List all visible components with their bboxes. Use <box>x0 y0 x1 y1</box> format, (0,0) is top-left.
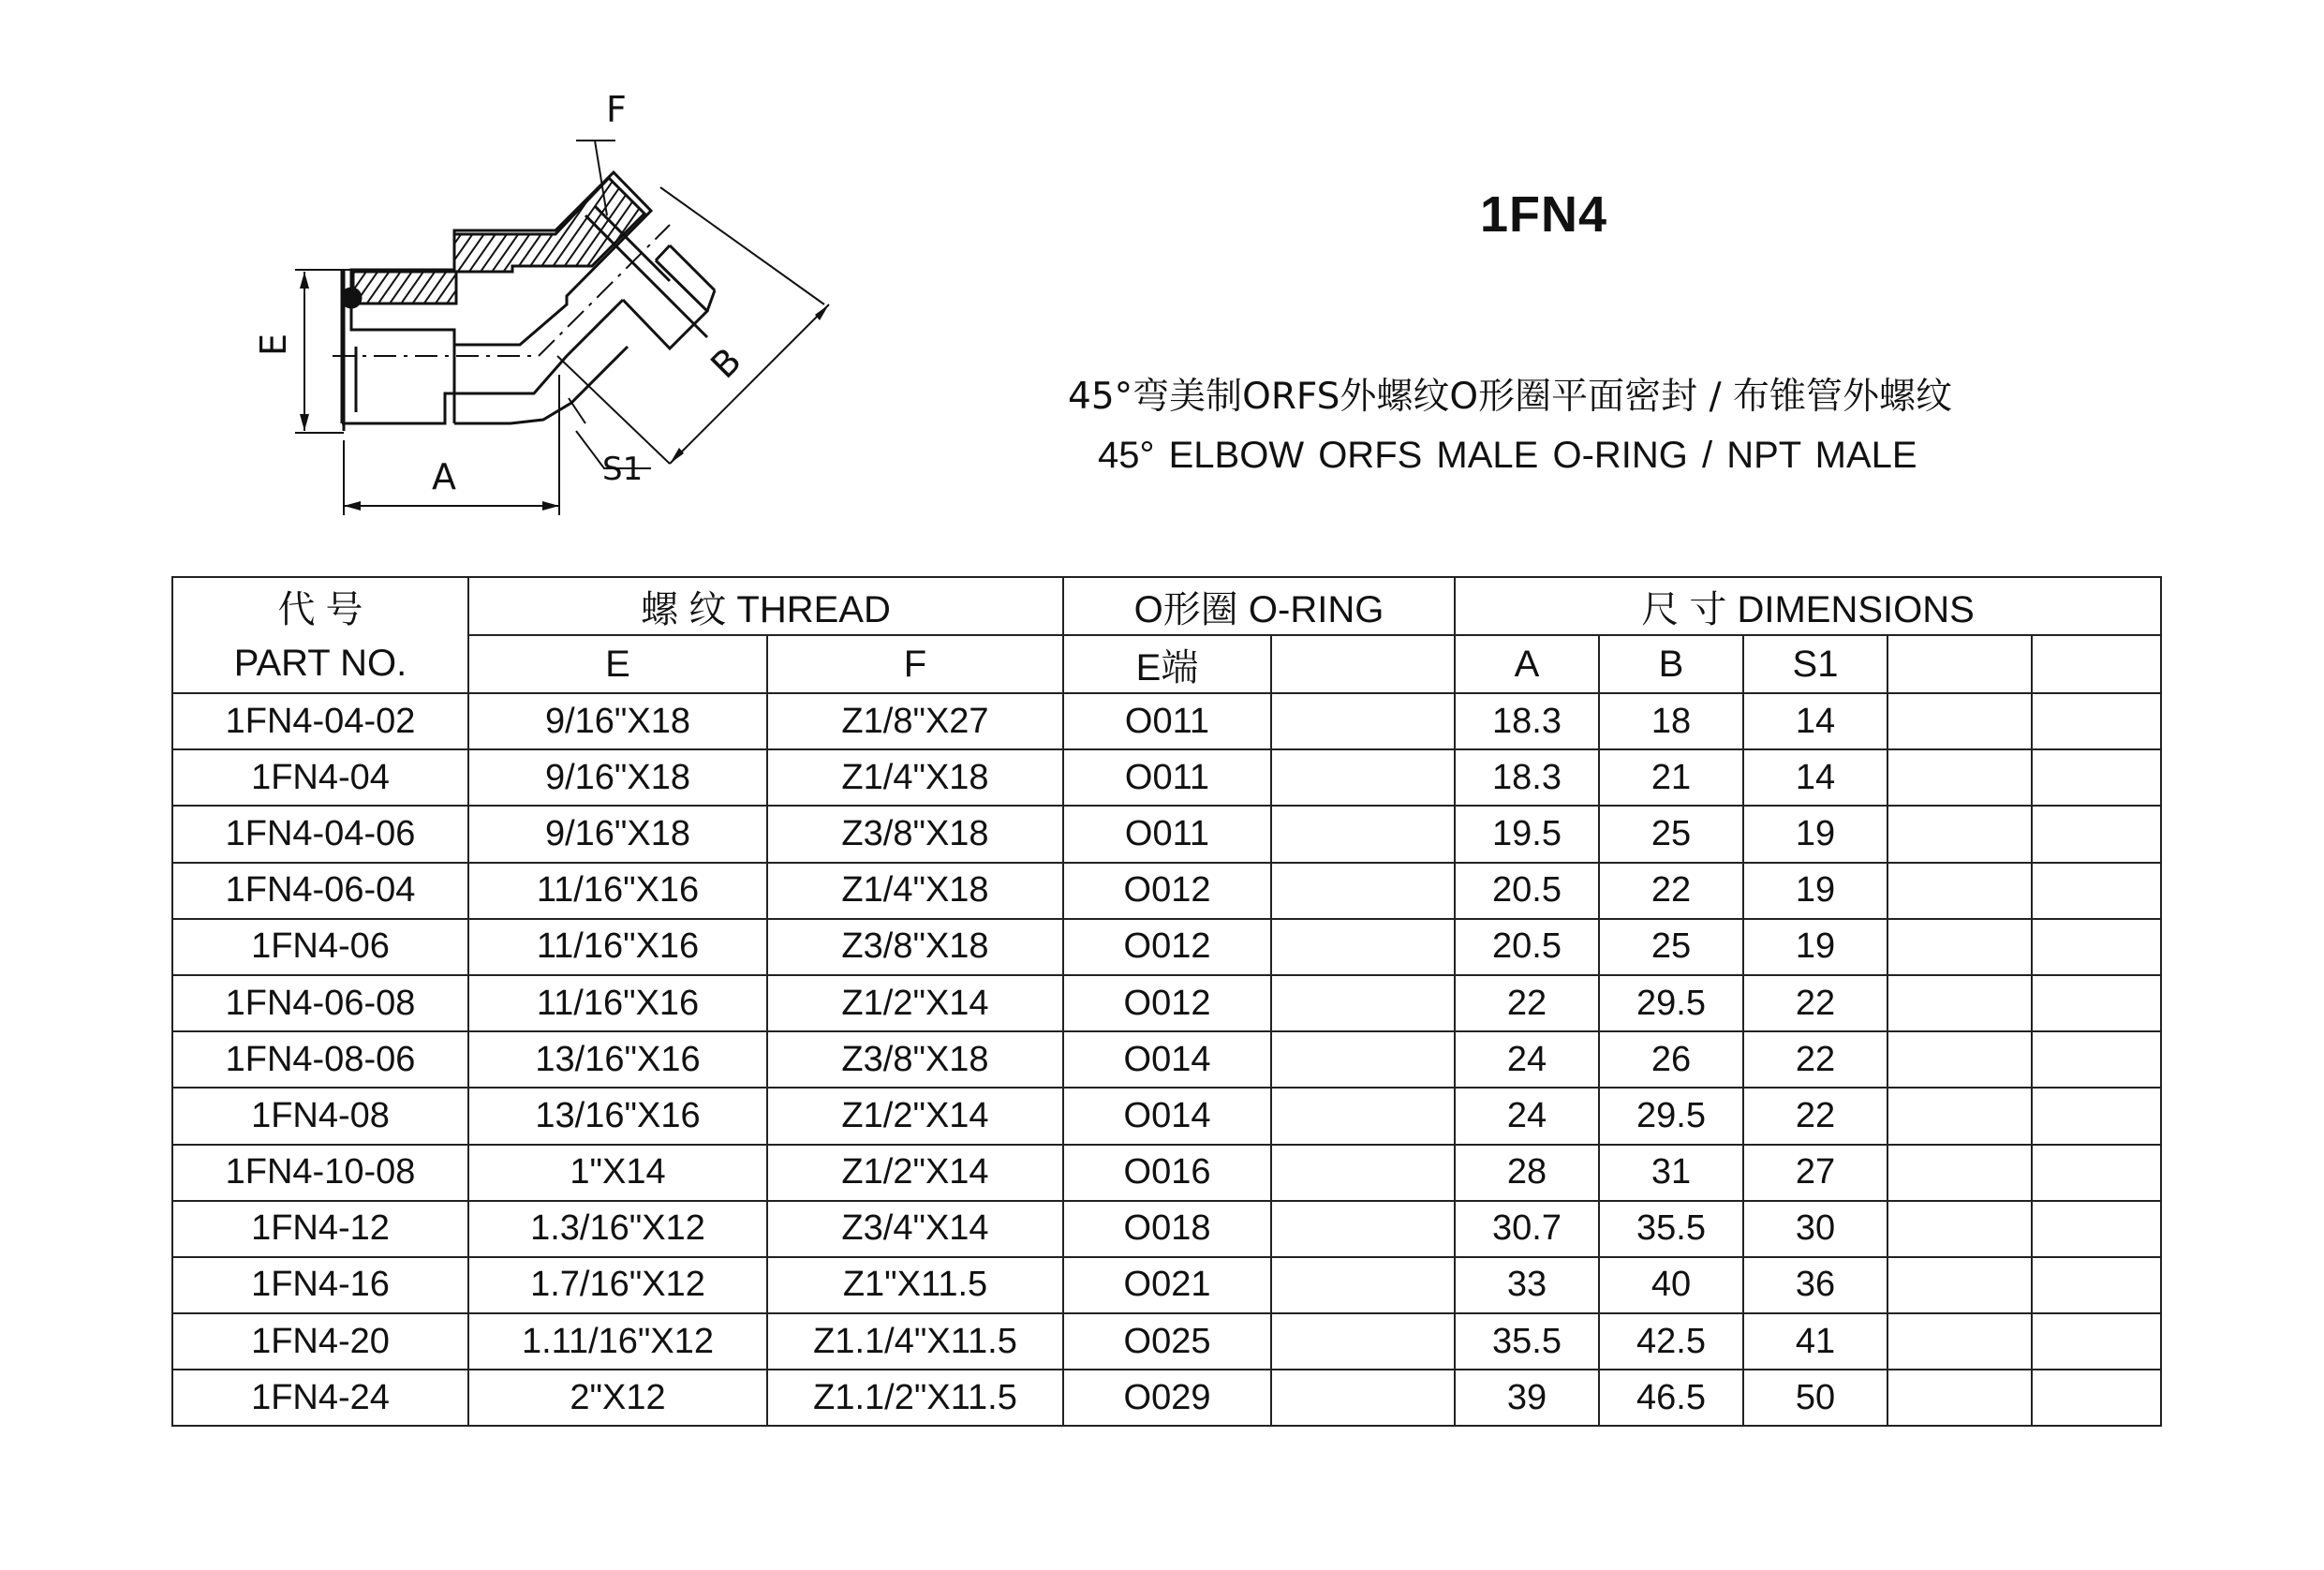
thread-f-cell: Z3/8"X18 <box>767 1031 1063 1088</box>
blank-cell <box>2032 1088 2161 1144</box>
header-f: F <box>767 635 1063 693</box>
blank-cell <box>2032 919 2161 975</box>
oring-cell: O029 <box>1063 1370 1271 1426</box>
thread-f-cell: Z3/8"X18 <box>767 806 1063 862</box>
thread-f-cell: Z3/8"X18 <box>767 919 1063 975</box>
thread-e-cell: 2"X12 <box>468 1370 767 1426</box>
blank-cell <box>2032 863 2161 919</box>
thread-e-cell: 11/16"X16 <box>468 975 767 1031</box>
thread-e-cell: 13/16"X16 <box>468 1088 767 1144</box>
dimension-a-cell: 18.3 <box>1455 749 1599 806</box>
blank-cell <box>2032 1031 2161 1088</box>
blank-cell <box>1887 919 2032 975</box>
dimension-s1-cell: 22 <box>1743 975 1887 1031</box>
oring-cell: O011 <box>1063 806 1271 862</box>
oring-cell: O011 <box>1063 693 1271 749</box>
blank-cell <box>1887 1370 2032 1426</box>
dimension-s1-cell: 19 <box>1743 863 1887 919</box>
thread-e-cell: 9/16"X18 <box>468 806 767 862</box>
table-row <box>172 1088 2161 1144</box>
product-code-title: 1FN4 <box>1480 186 1608 243</box>
blank-cell <box>1271 749 1455 806</box>
blank-cell <box>1271 863 1455 919</box>
dimension-a-cell: 19.5 <box>1455 806 1599 862</box>
dimension-s1-cell: 22 <box>1743 1088 1887 1144</box>
blank-cell <box>2032 1145 2161 1201</box>
blank-cell <box>2032 1313 2161 1370</box>
part-number-cell: 1FN4-06 <box>172 919 468 975</box>
dimension-a-cell: 22 <box>1455 975 1599 1031</box>
oring-cell: O012 <box>1063 975 1271 1031</box>
thread-f-cell: Z1.1/2"X11.5 <box>767 1370 1063 1426</box>
dimension-b-cell: 35.5 <box>1599 1201 1743 1257</box>
table-row <box>172 1031 2161 1088</box>
header-part-cn: 代 号 <box>172 577 468 635</box>
part-number-cell: 1FN4-16 <box>172 1257 468 1313</box>
blank-cell <box>1271 975 1455 1031</box>
blank-cell <box>1271 1313 1455 1370</box>
dimension-b-cell: 29.5 <box>1599 975 1743 1031</box>
dimension-b-cell: 42.5 <box>1599 1313 1743 1370</box>
blank-cell <box>1271 1257 1455 1313</box>
dimension-a-cell: 39 <box>1455 1370 1599 1426</box>
dimension-b-cell: 40 <box>1599 1257 1743 1313</box>
dimension-s1-cell: 50 <box>1743 1370 1887 1426</box>
header-thread: 螺 纹 THREAD <box>468 577 1063 635</box>
thread-f-cell: Z1/2"X14 <box>767 1088 1063 1144</box>
dimension-b-cell: 21 <box>1599 749 1743 806</box>
blank-cell <box>1887 1257 2032 1313</box>
blank-cell <box>1887 1201 2032 1257</box>
table-row <box>172 749 2161 806</box>
table-row <box>172 1201 2161 1257</box>
thread-e-cell: 11/16"X16 <box>468 919 767 975</box>
blank-cell <box>1271 1201 1455 1257</box>
blank-cell <box>1271 1145 1455 1201</box>
blank-cell <box>1271 919 1455 975</box>
thread-f-cell: Z1/2"X14 <box>767 975 1063 1031</box>
dimension-s1-cell: 30 <box>1743 1201 1887 1257</box>
blank-cell <box>2032 806 2161 862</box>
part-number-cell: 1FN4-12 <box>172 1201 468 1257</box>
header-blank <box>1271 635 1455 693</box>
description-english: 45° ELBOW ORFS MALE O-RING / NPT MALE <box>1098 435 1917 476</box>
oring-cell: O021 <box>1063 1257 1271 1313</box>
blank-cell <box>2032 1201 2161 1257</box>
label-f: F <box>606 89 627 130</box>
thread-e-cell: 13/16"X16 <box>468 1031 767 1088</box>
description-chinese: 45°弯美制ORFS外螺纹O形圈平面密封 / 布锥管外螺纹 <box>1068 376 1953 418</box>
header-a: A <box>1455 635 1599 693</box>
dimension-a-cell: 18.3 <box>1455 693 1599 749</box>
table-row <box>172 806 2161 862</box>
dimension-a-cell: 24 <box>1455 1031 1599 1088</box>
header-row-1 <box>172 577 2161 635</box>
dimension-b-cell: 25 <box>1599 806 1743 862</box>
thread-e-cell: 1"X14 <box>468 1145 767 1201</box>
part-number-cell: 1FN4-24 <box>172 1370 468 1426</box>
blank-cell <box>1271 806 1455 862</box>
label-s1: S1 <box>602 451 644 488</box>
dimension-s1-cell: 36 <box>1743 1257 1887 1313</box>
table-row <box>172 863 2161 919</box>
oring-cell: O011 <box>1063 749 1271 806</box>
header-s1: S1 <box>1743 635 1887 693</box>
blank-cell <box>1271 693 1455 749</box>
blank-cell <box>1887 1031 2032 1088</box>
label-e: E <box>253 333 294 356</box>
table-row <box>172 919 2161 975</box>
thread-e-cell: 1.3/16"X12 <box>468 1201 767 1257</box>
dimension-b-cell: 22 <box>1599 863 1743 919</box>
table-row <box>172 1145 2161 1201</box>
dimension-b-cell: 25 <box>1599 919 1743 975</box>
dimension-a-cell: 28 <box>1455 1145 1599 1201</box>
oring-cell: O014 <box>1063 1088 1271 1144</box>
oring-cell: O016 <box>1063 1145 1271 1201</box>
part-number-cell: 1FN4-06-04 <box>172 863 468 919</box>
part-number-cell: 1FN4-04-06 <box>172 806 468 862</box>
blank-cell <box>1887 975 2032 1031</box>
thread-f-cell: Z3/4"X14 <box>767 1201 1063 1257</box>
blank-cell <box>1271 1088 1455 1144</box>
dimension-a-cell: 33 <box>1455 1257 1599 1313</box>
thread-e-cell: 11/16"X16 <box>468 863 767 919</box>
thread-f-cell: Z1/8"X27 <box>767 693 1063 749</box>
table-row <box>172 975 2161 1031</box>
dimension-s1-cell: 27 <box>1743 1145 1887 1201</box>
table-row <box>172 1370 2161 1426</box>
blank-cell <box>1887 863 2032 919</box>
header-blank <box>2032 635 2161 693</box>
part-number-cell: 1FN4-06-08 <box>172 975 468 1031</box>
blank-cell <box>2032 749 2161 806</box>
label-b: B <box>703 339 749 387</box>
dimension-s1-cell: 41 <box>1743 1313 1887 1370</box>
dimension-s1-cell: 14 <box>1743 693 1887 749</box>
dimension-a-cell: 20.5 <box>1455 919 1599 975</box>
blank-cell <box>1271 1370 1455 1426</box>
blank-cell <box>1887 693 2032 749</box>
label-a: A <box>432 456 456 497</box>
dimension-a-cell: 35.5 <box>1455 1313 1599 1370</box>
header-e: E <box>468 635 767 693</box>
blank-cell <box>1887 1145 2032 1201</box>
thread-f-cell: Z1/2"X14 <box>767 1145 1063 1201</box>
dimension-b-cell: 26 <box>1599 1031 1743 1088</box>
dimension-a-cell: 30.7 <box>1455 1201 1599 1257</box>
table-row <box>172 693 2161 749</box>
dimension-b-cell: 29.5 <box>1599 1088 1743 1144</box>
oring-cell: O014 <box>1063 1031 1271 1088</box>
part-number-cell: 1FN4-10-08 <box>172 1145 468 1201</box>
part-number-cell: 1FN4-04 <box>172 749 468 806</box>
blank-cell <box>1271 1031 1455 1088</box>
header-e-end: E端 <box>1063 635 1271 693</box>
blank-cell <box>1887 1313 2032 1370</box>
blank-cell <box>1887 749 2032 806</box>
thread-f-cell: Z1.1/4"X11.5 <box>767 1313 1063 1370</box>
oring-cell: O012 <box>1063 919 1271 975</box>
dimension-a-cell: 20.5 <box>1455 863 1599 919</box>
header-oring: O形圈 O-RING <box>1063 577 1455 635</box>
thread-e-cell: 1.7/16"X12 <box>468 1257 767 1313</box>
specification-table <box>171 576 2162 1427</box>
thread-e-cell: 9/16"X18 <box>468 749 767 806</box>
blank-cell <box>1887 806 2032 862</box>
thread-f-cell: Z1"X11.5 <box>767 1257 1063 1313</box>
dimension-s1-cell: 14 <box>1743 749 1887 806</box>
part-number-cell: 1FN4-20 <box>172 1313 468 1370</box>
header-dimensions: 尺 寸 DIMENSIONS <box>1455 577 2161 635</box>
oring-cell: O018 <box>1063 1201 1271 1257</box>
blank-cell <box>1887 1088 2032 1144</box>
dimension-s1-cell: 22 <box>1743 1031 1887 1088</box>
oring-cell: O025 <box>1063 1313 1271 1370</box>
header-b: B <box>1599 635 1743 693</box>
oring-cell: O012 <box>1063 863 1271 919</box>
fitting-drawing <box>183 75 904 534</box>
blank-cell <box>2032 975 2161 1031</box>
table-row <box>172 1257 2161 1313</box>
dimension-b-cell: 46.5 <box>1599 1370 1743 1426</box>
thread-e-cell: 9/16"X18 <box>468 693 767 749</box>
dimension-s1-cell: 19 <box>1743 806 1887 862</box>
blank-cell <box>2032 1370 2161 1426</box>
table-row <box>172 1313 2161 1370</box>
part-number-cell: 1FN4-04-02 <box>172 693 468 749</box>
blank-cell <box>2032 1257 2161 1313</box>
header-part-en: PART NO. <box>172 635 468 693</box>
header-row-2 <box>172 635 2161 693</box>
dimension-b-cell: 31 <box>1599 1145 1743 1201</box>
thread-f-cell: Z1/4"X18 <box>767 863 1063 919</box>
dimension-a-cell: 24 <box>1455 1088 1599 1144</box>
blank-cell <box>2032 693 2161 749</box>
dimension-s1-cell: 19 <box>1743 919 1887 975</box>
part-number-cell: 1FN4-08 <box>172 1088 468 1144</box>
thread-e-cell: 1.11/16"X12 <box>468 1313 767 1370</box>
header-blank <box>1887 635 2032 693</box>
part-number-cell: 1FN4-08-06 <box>172 1031 468 1088</box>
thread-f-cell: Z1/4"X18 <box>767 749 1063 806</box>
dimension-b-cell: 18 <box>1599 693 1743 749</box>
